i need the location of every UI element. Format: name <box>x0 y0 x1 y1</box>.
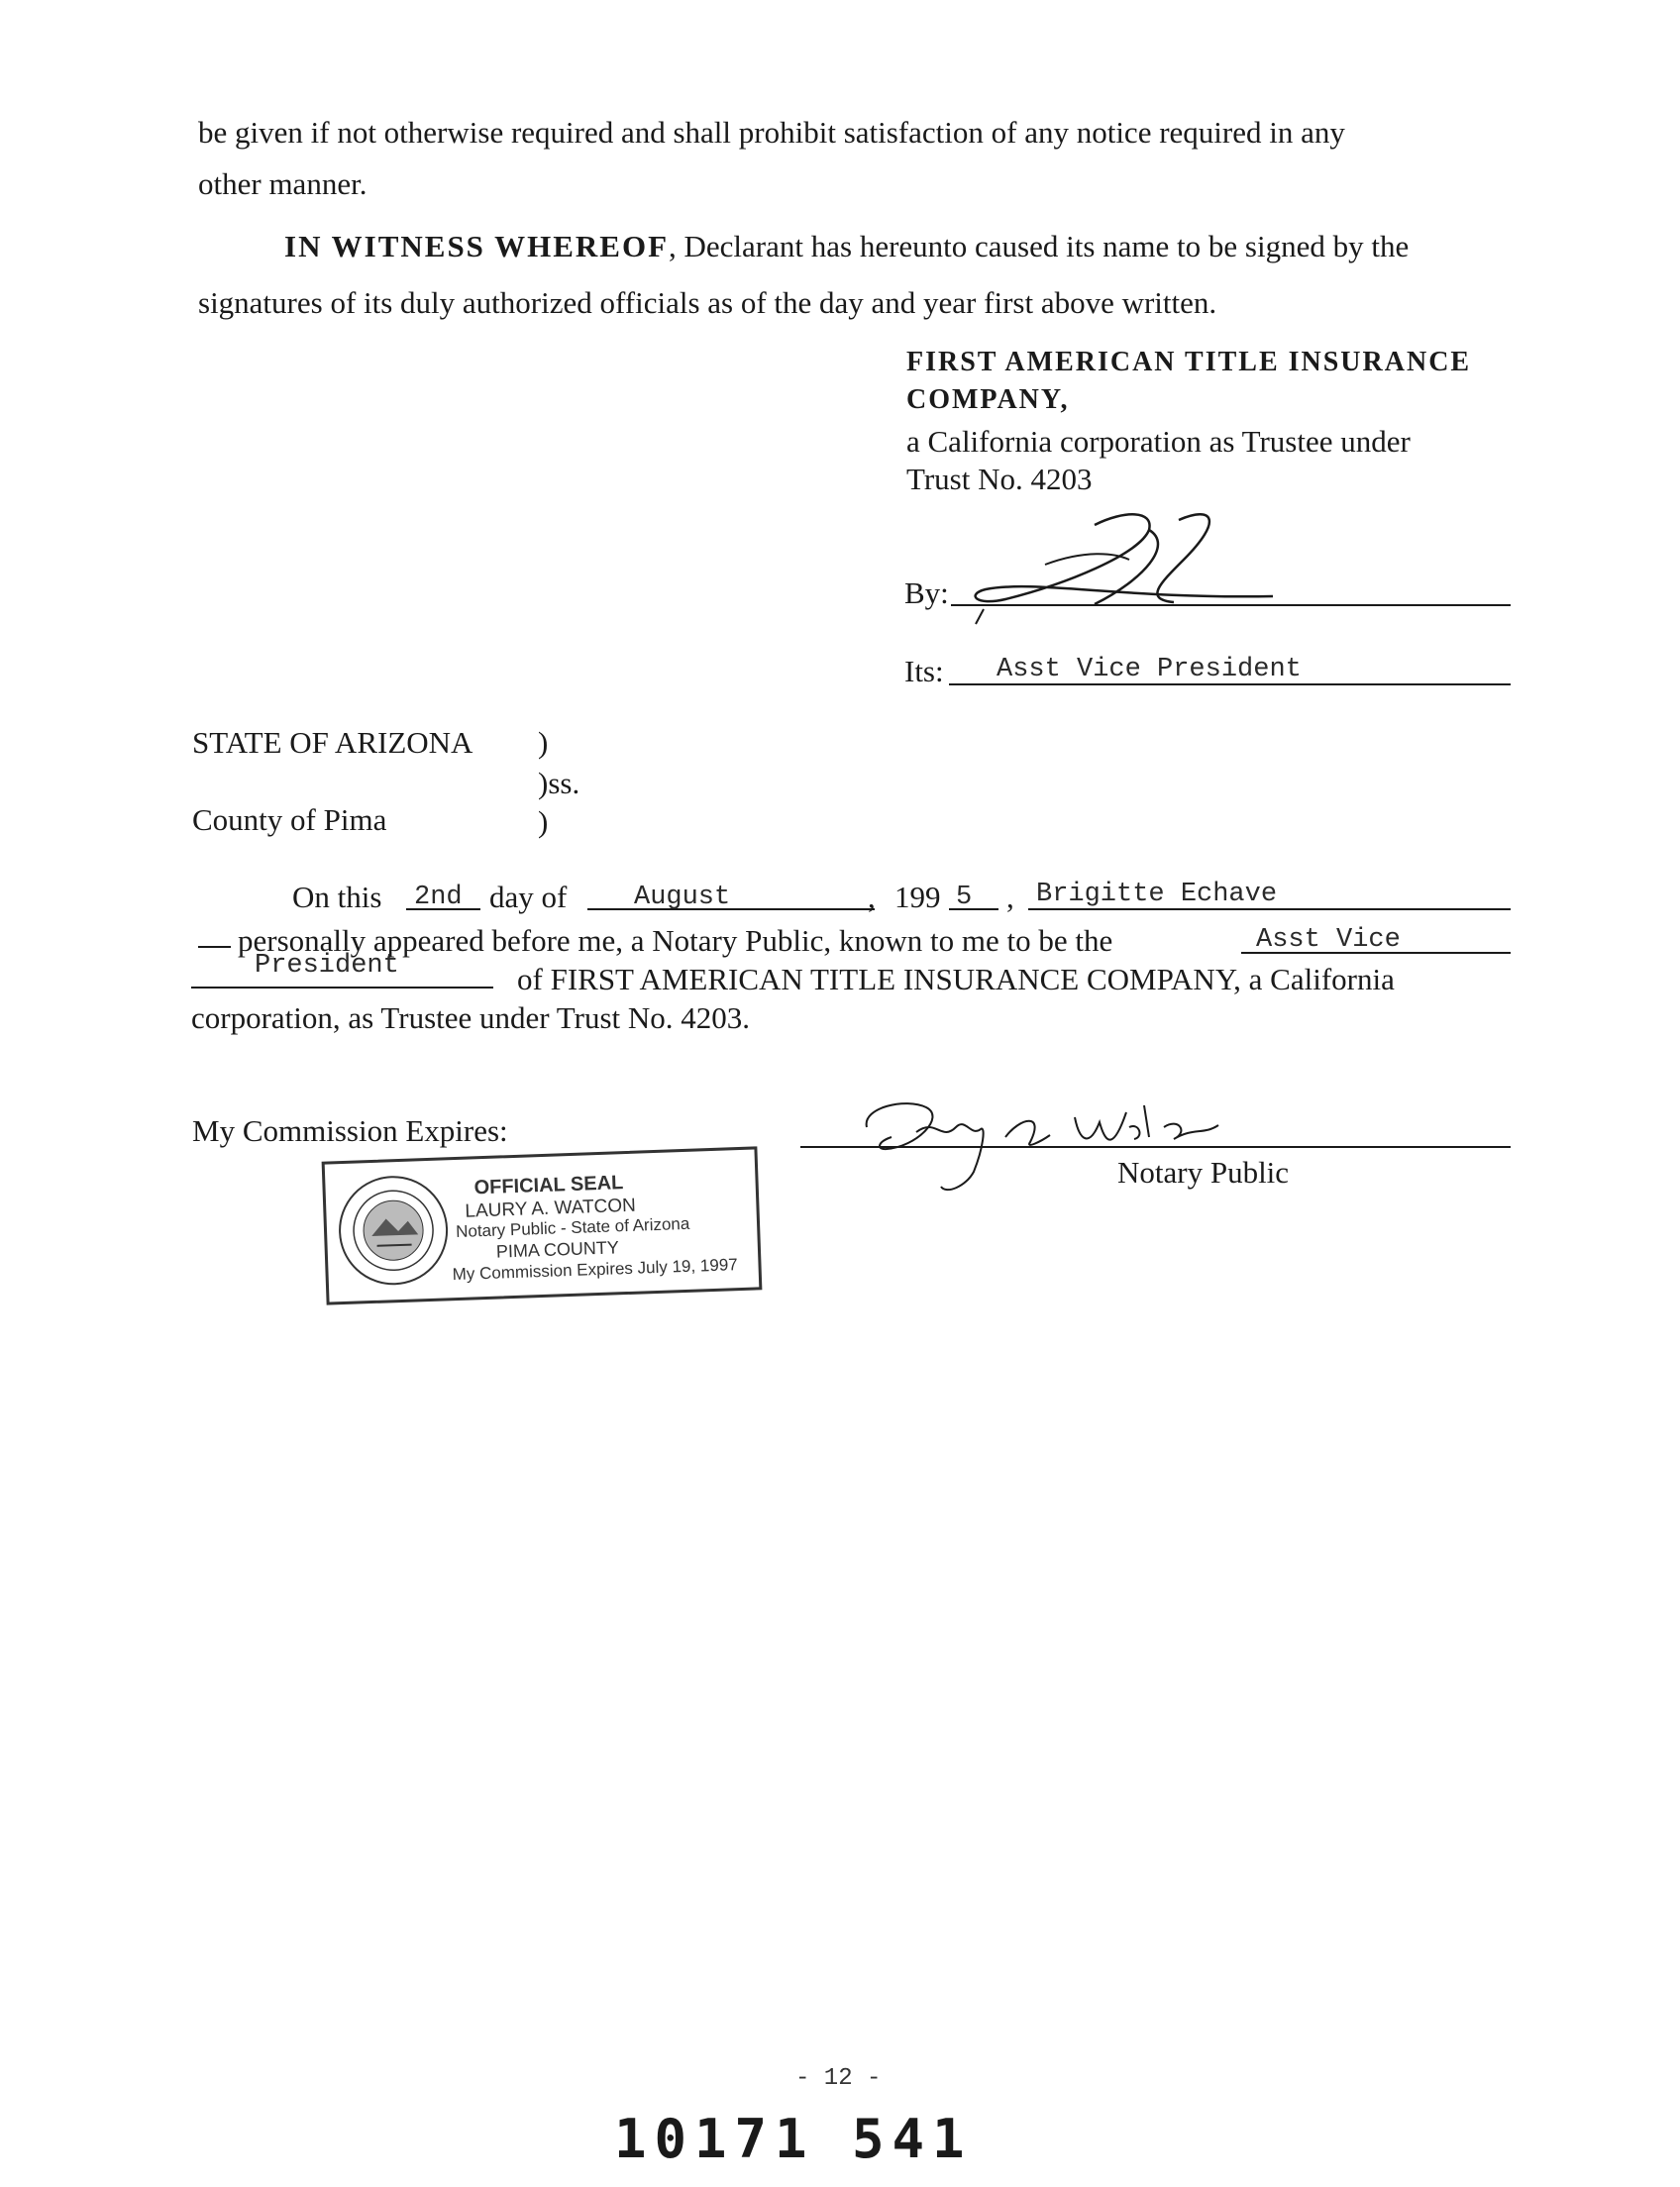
seal-name: LAURY A. WATCON <box>465 1195 637 1222</box>
seal-title: OFFICIAL SEAL <box>473 1172 624 1199</box>
by-label: By: <box>904 575 949 610</box>
company-name: FIRST AMERICAN TITLE INSURANCE <box>906 347 1472 377</box>
ack-on-this: On this <box>292 880 382 914</box>
ack-title-value-2: President <box>255 951 399 981</box>
ack-line-4: corporation, as Trustee under Trust No. 4203. <box>191 1000 751 1035</box>
venue-state: STATE OF ARIZONA <box>192 725 473 760</box>
ack-day-of: day of <box>489 880 568 914</box>
ack-comma-2: , <box>1006 880 1014 914</box>
venue-paren: ) <box>538 725 549 760</box>
witness-rest: , Declarant has hereunto caused its name to be signed by the <box>669 229 1410 263</box>
ack-comma: , <box>868 880 876 914</box>
venue-county: County of Pima <box>192 802 387 837</box>
officer-signature <box>946 505 1283 634</box>
ack-person-value: Brigitte Echave <box>1036 880 1278 909</box>
doc-number-right: 541 <box>852 2108 973 2170</box>
company-name-2: COMPANY, <box>906 384 1070 415</box>
witness-line-2: signatures of its duly authorized officials as of the day and year first above written. <box>198 285 1217 320</box>
seal-county: PIMA COUNTY <box>495 1237 620 1262</box>
doc-number-left: 10171 <box>614 2108 815 2170</box>
ack-month-line <box>587 908 875 910</box>
company-trust: Trust No. 4203 <box>906 462 1093 496</box>
ack-lead-line <box>198 946 231 948</box>
ack-day-value: 2nd <box>414 883 463 912</box>
company-desc: a California corporation as Trustee under <box>906 424 1411 459</box>
seal-expiry: My Commission Expires July 19, 1997 <box>452 1255 738 1285</box>
venue-ss: )ss. <box>538 766 580 800</box>
ack-title-value: Asst Vice <box>1256 925 1401 955</box>
seal-state: Notary Public - State of Arizona <box>455 1213 690 1242</box>
its-value: Asst Vice President <box>997 655 1302 684</box>
ack-year-prefix: 199 <box>894 880 941 914</box>
ack-title-line-2 <box>191 987 493 989</box>
official-seal-stamp <box>322 1146 763 1304</box>
notary-label: Notary Public <box>1117 1155 1290 1190</box>
ack-line-3: of FIRST AMERICAN TITLE INSURANCE COMPANY, a California <box>517 962 1395 996</box>
witness-lead: IN WITNESS WHEREOF <box>284 229 670 263</box>
ack-year-value: 5 <box>956 883 973 912</box>
ack-month-value: August <box>634 883 731 912</box>
venue-paren: ) <box>538 804 549 839</box>
commission-label: My Commission Expires: <box>192 1113 508 1148</box>
state-seal-icon <box>335 1172 453 1290</box>
witness-line-1 <box>284 231 1409 261</box>
ack-line-2: personally appeared before me, a Notary Public, known to me to be the <box>238 923 1113 958</box>
body-line: be given if not otherwise required and shall prohibit satisfaction of any notice required in any <box>198 115 1345 150</box>
body-line: other manner. <box>198 166 368 201</box>
its-label: Its: <box>904 654 944 688</box>
page-number: - 12 - <box>795 2065 882 2092</box>
